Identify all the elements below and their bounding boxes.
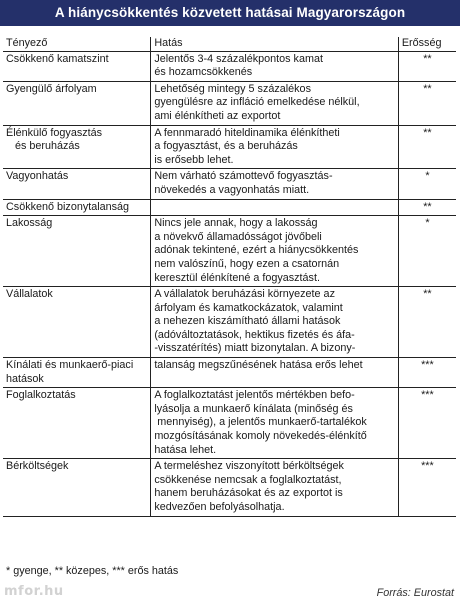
- effect-text: -visszatérítés) miatt bizonytalan. A bizony-: [154, 342, 356, 355]
- effect-text: mozgósításának komoly növekedés-élénkítő: [154, 430, 367, 443]
- effect-text: A vállalatok beruházási környezete az: [154, 288, 335, 301]
- page-title: A hiánycsökkentés közvetett hatásai Magyarországon: [0, 0, 460, 26]
- effect-text: és hozamcsökkenés: [154, 66, 253, 79]
- table-header-row: [3, 37, 456, 51]
- factor-text: Gyengülő árfolyam: [6, 82, 97, 95]
- effect-text: Lehetőség mintegy 5 százalékos: [154, 82, 311, 95]
- effect-text: hatása lehet.: [154, 443, 217, 456]
- table-row: [3, 51, 456, 81]
- effect-cell: [151, 287, 399, 358]
- strength-rating: **: [398, 81, 456, 125]
- table-row: [3, 287, 456, 358]
- effect-cell: [151, 169, 399, 199]
- factor-text: Élénkülő fogyasztás: [6, 126, 103, 139]
- table-row: [3, 388, 456, 459]
- effect-cell: [151, 358, 399, 388]
- effect-text: hanem beruházásokat és az exportot is: [154, 487, 343, 500]
- legend-footnote: * gyenge, ** közepes, *** erős hatás: [6, 565, 179, 577]
- factor-cell: [3, 358, 151, 388]
- effect-cell: [151, 388, 399, 459]
- strength-rating: **: [398, 51, 456, 81]
- table-row: [3, 125, 456, 169]
- table-row: [3, 459, 456, 516]
- source-note: Forrás: Eurostat: [376, 587, 454, 599]
- factor-text: Vállalatok: [6, 288, 53, 301]
- factor-cell: [3, 287, 151, 358]
- table-row: [3, 81, 456, 125]
- factor-text: hatások: [6, 372, 44, 385]
- effect-text: a növekvő államadósságot jövőbeli: [154, 230, 322, 243]
- strength-rating: *: [398, 169, 456, 199]
- effect-cell: [151, 199, 399, 216]
- effect-text: Nem várható számottevő fogyasztás-: [154, 170, 333, 183]
- table-row: [3, 358, 456, 388]
- factor-cell: [3, 169, 151, 199]
- effect-text: csökkenése nemcsak a foglalkoztatást,: [154, 473, 342, 486]
- effect-text: adónak tekintené, ezért a hiánycsökkentés: [154, 244, 359, 257]
- effect-text: Nincs jele annak, hogy a lakosság: [154, 217, 318, 230]
- factor-cell: [3, 388, 151, 459]
- effect-cell: [151, 125, 399, 169]
- effect-text: is erősebb lehet.: [154, 153, 234, 166]
- strength-rating: ***: [398, 358, 456, 388]
- strength-rating: **: [398, 125, 456, 169]
- effect-text: (adóváltoztatások, hektikus fizetés és áfa-: [154, 328, 355, 341]
- effect-text: nem valószínű, hogy ezen a csatornán: [154, 257, 340, 270]
- strength-rating: ***: [398, 459, 456, 516]
- effects-table: [3, 37, 456, 517]
- factor-cell: [3, 459, 151, 516]
- strength-rating: **: [398, 287, 456, 358]
- factor-text: Csökkenő kamatszint: [6, 52, 109, 65]
- effect-text: mennyiség), a jelentős munkaerő-tartalékok: [154, 416, 367, 429]
- factor-text: Csökkenő bizonytalanság: [6, 200, 130, 213]
- effect-cell: [151, 51, 399, 81]
- effect-text: árfolyam és kamatkockázatok, valamint: [154, 301, 343, 314]
- factor-text: Kínálati és munkaerő-piaci: [6, 359, 134, 372]
- effect-cell: [151, 81, 399, 125]
- effect-text: a nehezen kiszámítható állami hatások: [154, 315, 341, 328]
- factor-text: és beruházás: [6, 140, 80, 153]
- header-factor: Tényező: [3, 37, 151, 51]
- effect-text: növekedés a vagyonhatás miatt.: [154, 183, 310, 196]
- effect-text: talanság megszűnésének hatása erős lehet: [154, 359, 363, 372]
- effect-text: gyengülésre az infláció emelkedése nélkül,: [154, 96, 360, 109]
- factor-cell: [3, 199, 151, 216]
- factor-text: Bérköltségek: [6, 460, 69, 473]
- effect-text: a fogyasztást, és a beruházás: [154, 140, 298, 153]
- header-effect: Hatás: [151, 37, 399, 51]
- header-strength: Erősség: [398, 37, 456, 51]
- table-row: [3, 169, 456, 199]
- effect-cell: [151, 216, 399, 287]
- effect-cell: [151, 459, 399, 516]
- site-logo: mfor.hu: [4, 584, 64, 599]
- effect-text: kedvezően befolyásolhatja.: [154, 501, 285, 513]
- factor-text: Lakosság: [6, 217, 53, 230]
- effect-text: Jelentős 3-4 százalékpontos kamat: [154, 52, 323, 65]
- factor-cell: [3, 216, 151, 287]
- effect-text: A foglalkoztatást jelentős mértékben befo-: [154, 389, 355, 402]
- factor-cell: [3, 51, 151, 81]
- effect-text: A fennmaradó hiteldinamika élénkítheti: [154, 126, 340, 139]
- table-row: [3, 216, 456, 287]
- factor-cell: [3, 81, 151, 125]
- factor-text: Foglalkoztatás: [6, 389, 76, 402]
- factor-text: Vagyonhatás: [6, 170, 69, 183]
- strength-rating: ***: [398, 388, 456, 459]
- factor-cell: [3, 125, 151, 169]
- effect-text: A termeléshez viszonyított bérköltségek: [154, 460, 344, 473]
- effect-text: keresztül élénkítené a fogyasztást.: [154, 271, 320, 284]
- strength-rating: **: [398, 199, 456, 216]
- effect-text: lyásolja a munkaerő kínálata (minőség és: [154, 402, 353, 415]
- strength-rating: *: [398, 216, 456, 287]
- effect-text: ami élénkítheti az exportot: [154, 109, 281, 122]
- table-row: [3, 199, 456, 216]
